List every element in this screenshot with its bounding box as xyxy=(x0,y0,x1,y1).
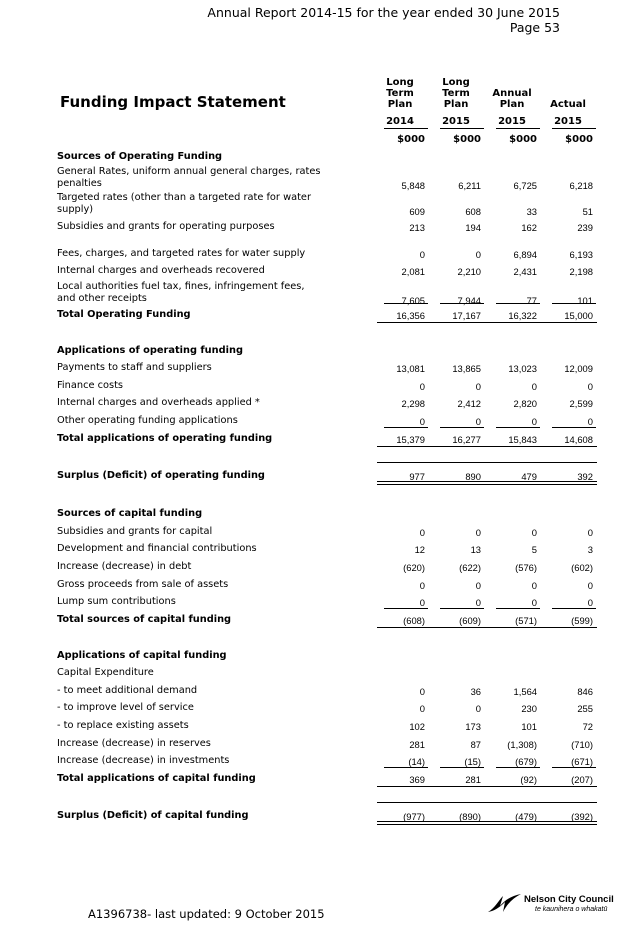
row-value: 0 xyxy=(475,597,481,608)
row-value: 255 xyxy=(577,703,593,714)
row-value: 0 xyxy=(531,580,537,591)
row-value: 36 xyxy=(470,686,481,697)
row-value: 194 xyxy=(465,222,481,233)
column-year: 2015 xyxy=(554,116,582,127)
column-year: 2015 xyxy=(442,116,470,127)
column-unit: $000 xyxy=(565,134,593,145)
row-value: 13,865 xyxy=(452,363,481,374)
row-value: 0 xyxy=(419,703,425,714)
row-label: Capital Expenditure xyxy=(57,667,154,678)
column-header-line: Plan xyxy=(499,99,525,110)
column-unit: $000 xyxy=(453,134,481,145)
row-value: 162 xyxy=(521,222,537,233)
row-value: 12,009 xyxy=(564,363,593,374)
row-value: 14,608 xyxy=(564,434,593,445)
row-value: (1,308) xyxy=(507,739,537,750)
row-value: 846 xyxy=(577,686,593,697)
subtotal-rule xyxy=(552,427,596,428)
row-label: Subsidies and grants for capital xyxy=(57,526,213,537)
row-value: 6,211 xyxy=(458,180,481,191)
row-value: 101 xyxy=(521,721,537,732)
row-value: (679) xyxy=(515,756,537,767)
row-value: (977) xyxy=(403,811,425,822)
row-value: 6,894 xyxy=(513,249,537,260)
surplus-top-rule xyxy=(377,462,597,463)
column-unit: $000 xyxy=(397,134,425,145)
row-label: Lump sum contributions xyxy=(57,596,176,607)
row-value: 0 xyxy=(531,381,537,392)
row-value: (671) xyxy=(571,756,593,767)
row-value: 0 xyxy=(419,381,425,392)
row-value: 5,848 xyxy=(401,180,425,191)
column-header-line: Long xyxy=(386,77,414,88)
total-rule xyxy=(377,627,597,628)
row-label: Payments to staff and suppliers xyxy=(57,362,212,373)
row-value: 77 xyxy=(526,295,537,306)
row-label: Local authorities fuel tax, fines, infringement fees, and other receipts xyxy=(57,281,305,304)
row-value: 15,843 xyxy=(508,434,537,445)
row-value: 0 xyxy=(475,703,481,714)
row-value: (710) xyxy=(571,739,593,750)
row-value: (479) xyxy=(515,811,537,822)
row-label: Sources of Operating Funding xyxy=(57,151,223,162)
column-header-line: Annual xyxy=(492,88,532,99)
council-tagline: te kaunihera o whakatū xyxy=(535,906,608,913)
row-label: Targeted rates (other than a targeted rate for water supply) xyxy=(57,192,311,215)
row-value: 6,725 xyxy=(513,180,537,191)
row-value: 230 xyxy=(521,703,537,714)
column-header-line: Plan xyxy=(443,99,469,110)
row-value: 239 xyxy=(577,222,593,233)
subtotal-rule xyxy=(384,427,428,428)
row-label: Internal charges and overheads applied * xyxy=(57,397,260,408)
row-value: 2,820 xyxy=(513,398,537,409)
column-header-line: Term xyxy=(442,88,470,99)
row-label: Total Operating Funding xyxy=(57,309,191,320)
row-label: - to meet additional demand xyxy=(57,685,198,696)
council-logo xyxy=(487,892,627,918)
row-value: 2,298 xyxy=(401,398,425,409)
row-value: (609) xyxy=(459,615,481,626)
row-value: 16,356 xyxy=(396,310,425,321)
row-value: 33 xyxy=(526,206,537,217)
column-year-underline xyxy=(496,128,540,129)
row-value: 281 xyxy=(465,774,481,785)
row-value: (622) xyxy=(459,562,481,573)
row-label: Total applications of operating funding xyxy=(57,433,273,444)
row-value: 72 xyxy=(582,721,593,732)
row-value: 13 xyxy=(470,544,481,555)
row-value: 51 xyxy=(582,206,593,217)
subtotal-rule xyxy=(384,303,428,304)
row-label: Sources of capital funding xyxy=(57,508,203,519)
row-value: (608) xyxy=(403,615,425,626)
row-value: (571) xyxy=(515,615,537,626)
row-label: Surplus (Deficit) of operating funding xyxy=(57,470,265,481)
row-label: Finance costs xyxy=(57,380,124,391)
row-value: 0 xyxy=(475,580,481,591)
row-value: 0 xyxy=(475,249,481,260)
row-value: 0 xyxy=(531,597,537,608)
row-value: 15,000 xyxy=(564,310,593,321)
row-value: 16,322 xyxy=(508,310,537,321)
subtotal-rule xyxy=(552,303,596,304)
total-rule xyxy=(377,786,597,787)
row-value: 0 xyxy=(587,580,593,591)
row-value: (392) xyxy=(571,811,593,822)
row-value: 6,193 xyxy=(569,249,593,260)
row-label: Fees, charges, and targeted rates for water supply xyxy=(57,248,306,259)
row-label: Total applications of capital funding xyxy=(57,773,256,784)
row-value: (15) xyxy=(464,756,481,767)
row-label: Internal charges and overheads recovered xyxy=(57,265,265,276)
footer-reference: A1396738- last updated: 9 October 2015 xyxy=(88,907,325,921)
row-label: Surplus (Deficit) of capital funding xyxy=(57,810,249,821)
row-value: 16,277 xyxy=(452,434,481,445)
row-value: 608 xyxy=(465,206,481,217)
row-value: 609 xyxy=(409,206,425,217)
row-value: 87 xyxy=(470,739,481,750)
row-value: 2,431 xyxy=(513,266,537,277)
row-value: 213 xyxy=(409,222,425,233)
page-title: Funding Impact Statement xyxy=(60,93,286,111)
row-label: Applications of operating funding xyxy=(57,345,243,356)
subtotal-rule xyxy=(440,767,484,768)
row-value: (890) xyxy=(459,811,481,822)
row-label: Increase (decrease) in investments xyxy=(57,755,230,766)
row-value: 392 xyxy=(577,471,593,482)
row-value: 0 xyxy=(419,580,425,591)
row-value: (92) xyxy=(520,774,537,785)
surplus-top-rule xyxy=(377,802,597,803)
subtotal-rule xyxy=(440,303,484,304)
total-rule xyxy=(377,446,597,447)
subtotal-rule xyxy=(552,767,596,768)
row-value: (576) xyxy=(515,562,537,573)
row-value: 12 xyxy=(414,544,425,555)
row-value: 369 xyxy=(409,774,425,785)
row-value: 0 xyxy=(419,527,425,538)
row-value: 15,379 xyxy=(396,434,425,445)
council-name: Nelson City Council xyxy=(524,894,614,905)
column-year-underline xyxy=(440,128,484,129)
row-value: 977 xyxy=(409,471,425,482)
row-value: 0 xyxy=(587,597,593,608)
row-value: 0 xyxy=(531,527,537,538)
column-header-line: Actual xyxy=(550,99,586,110)
row-value: 2,210 xyxy=(457,266,481,277)
row-label: Increase (decrease) in reserves xyxy=(57,738,211,749)
column-year-underline xyxy=(384,128,428,129)
row-label: Development and financial contributions xyxy=(57,543,257,554)
row-value: 3 xyxy=(587,544,593,555)
row-value: 0 xyxy=(475,381,481,392)
page-number: Page 53 xyxy=(509,20,560,35)
subtotal-rule xyxy=(496,427,540,428)
row-value: 2,412 xyxy=(457,398,481,409)
row-value: 0 xyxy=(419,597,425,608)
row-value: 7,605 xyxy=(401,295,425,306)
row-value: 0 xyxy=(587,416,593,427)
row-value: 0 xyxy=(419,249,425,260)
surplus-double-rule xyxy=(377,481,597,485)
row-value: 2,198 xyxy=(569,266,593,277)
column-year: 2014 xyxy=(386,116,414,127)
column-header-line: Long xyxy=(442,77,470,88)
row-value: 0 xyxy=(475,416,481,427)
row-value: 0 xyxy=(587,381,593,392)
subtotal-rule xyxy=(440,608,484,609)
row-label: Total sources of capital funding xyxy=(57,614,232,625)
row-value: 2,599 xyxy=(569,398,593,409)
row-label: Other operating funding applications xyxy=(57,415,238,426)
report-header: Annual Report 2014-15 for the year ended 30 June 2015 xyxy=(207,5,560,20)
column-header-line: Term xyxy=(386,88,414,99)
column-header-line: Plan xyxy=(387,99,413,110)
row-value: 890 xyxy=(465,471,481,482)
row-value: (14) xyxy=(408,756,425,767)
row-value: 1,564 xyxy=(513,686,537,697)
subtotal-rule xyxy=(496,303,540,304)
subtotal-rule xyxy=(440,427,484,428)
row-label: Subsidies and grants for operating purposes xyxy=(57,221,275,232)
row-value: 0 xyxy=(419,416,425,427)
row-value: 479 xyxy=(521,471,537,482)
row-value: 102 xyxy=(409,721,425,732)
subtotal-rule xyxy=(496,767,540,768)
row-value: (620) xyxy=(403,562,425,573)
surplus-double-rule xyxy=(377,821,597,825)
row-value: 0 xyxy=(531,416,537,427)
row-value: 173 xyxy=(465,721,481,732)
row-value: 0 xyxy=(587,527,593,538)
row-label: - to improve level of service xyxy=(57,702,194,713)
row-value: 7,944 xyxy=(457,295,481,306)
subtotal-rule xyxy=(384,767,428,768)
row-value: 0 xyxy=(475,527,481,538)
row-value: 5 xyxy=(531,544,537,555)
row-value: 0 xyxy=(419,686,425,697)
subtotal-rule xyxy=(496,608,540,609)
row-label: General Rates, uniform annual general charges, rates penalties xyxy=(57,166,321,189)
row-value: 17,167 xyxy=(452,310,481,321)
column-unit: $000 xyxy=(509,134,537,145)
row-value: 13,023 xyxy=(508,363,537,374)
row-label: Increase (decrease) in debt xyxy=(57,561,192,572)
row-value: 2,081 xyxy=(401,266,425,277)
row-value: (207) xyxy=(571,774,593,785)
subtotal-rule xyxy=(384,608,428,609)
council-logo-icon xyxy=(487,892,523,916)
column-year: 2015 xyxy=(498,116,526,127)
row-label: Applications of capital funding xyxy=(57,650,227,661)
row-value: 13,081 xyxy=(396,363,425,374)
row-label: - to replace existing assets xyxy=(57,720,189,731)
row-value: 6,218 xyxy=(569,180,593,191)
row-value: 281 xyxy=(409,739,425,750)
row-label: Gross proceeds from sale of assets xyxy=(57,579,229,590)
total-rule xyxy=(377,322,597,323)
subtotal-rule xyxy=(552,608,596,609)
row-value: (599) xyxy=(571,615,593,626)
row-value: (602) xyxy=(571,562,593,573)
row-value: 101 xyxy=(577,295,593,306)
column-year-underline xyxy=(552,128,596,129)
